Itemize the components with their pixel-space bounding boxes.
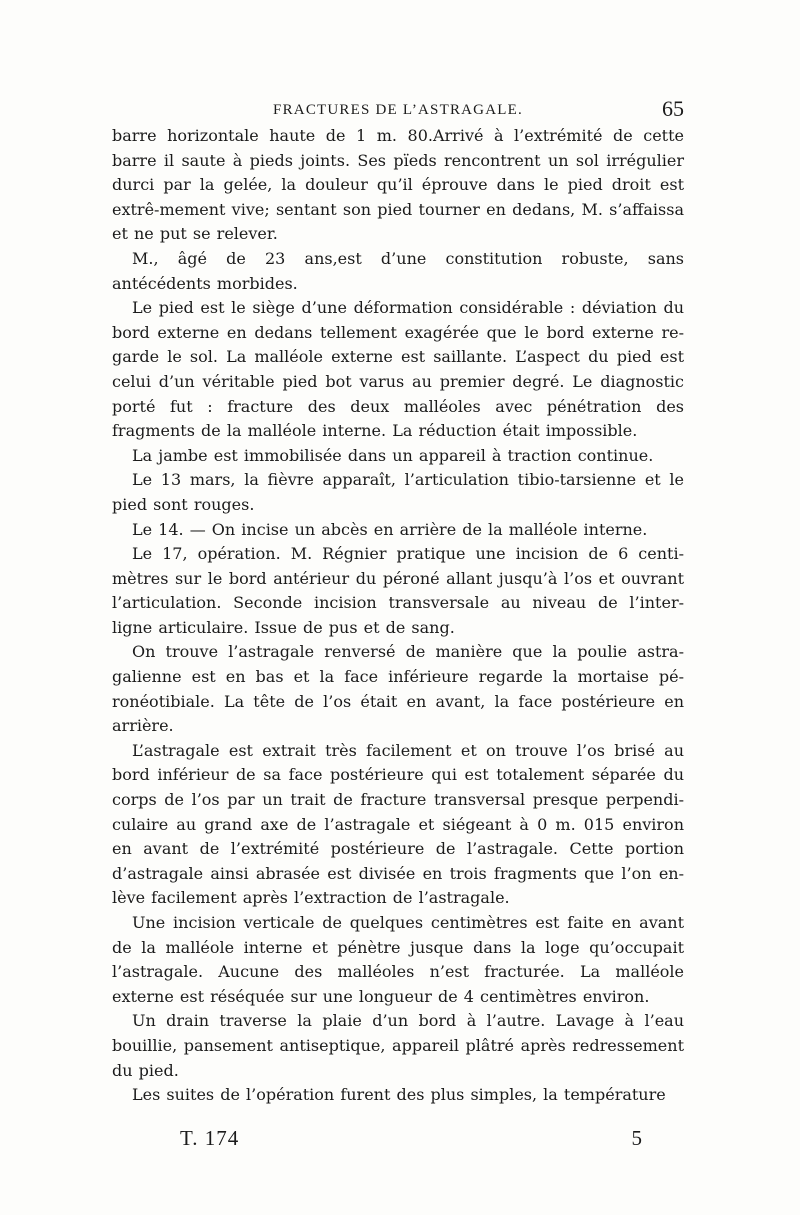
running-title: FRACTURES DE L’ASTRAGALE. [273, 102, 523, 118]
signature-mark: T. 174 [180, 1126, 240, 1150]
paragraph: Les suites de l’opération furent des plus simples, la température [132, 1085, 666, 1105]
paragraph: Un drain traverse la plaie d’un bord à l’autre. Lavage à l’eau bouillie, pansement antiseptique, appareil plâtré après redressement du pied. [112, 1011, 684, 1080]
sheet-number: 5 [631, 1126, 642, 1150]
paragraph: L’astragale est extrait très facilement et on trouve l’os brisé au bord inférieur de sa face postérieure qui est totalement séparée du corps de l’os par un trait de fracture transversal presque perpendi-culaire au grand axe de l’astragale et siégeant à 0 m. 015 environ en avant de l’extrémité postérieure de l’astragale. Cette portion d’astragale ainsi abrasée est divisée en trois fragments que l’on en-lève facilement après l’extraction de l’astragale. [112, 740, 684, 908]
paragraph: M., âgé de 23 ans,est d’une constitution robuste, sans antécédents morbides. [112, 248, 684, 293]
paragraph: Le 14. — On incise un abcès en arrière de la malléole interne. [132, 519, 648, 539]
paragraph: Le pied est le siège d’une déformation considérable : déviation du bord externe en dedans tellement exagérée que le bord externe re-garde le sol. La malléole externe est saillante. L’aspect du pied est celui d’un véritable pied bot varus au premier degré. Le diagnostic porté fut : fracture des deux malléoles avec pénétration des fragments de la malléole interne. La réduction était impossible. [112, 298, 684, 441]
page-footer [112, 1126, 684, 1156]
page-number: 65 [662, 96, 684, 121]
paragraph: barre horizontale haute de 1 m. 80.Arrivé à l’extrémité de cette barre il saute à pieds joints. Ses pïeds rencontrent un sol irrégulier durci par la gelée, la douleur qu’il éprouve dans le pied droit est extrê-mement vive; sentant son pied tourner en dedans, M. s’affaissa et ne put se relever. [112, 126, 684, 244]
body-text [112, 124, 684, 1108]
paragraph: Le 13 mars, la fièvre apparaît, l’articulation tibio-tarsienne et le pied sont rouges. [112, 470, 684, 514]
paragraph: Une incision verticale de quelques centimètres est faite en avant de la malléole interne et pénètre jusque dans la loge qu’occupait l’astragale. Aucune des malléoles n’est fracturée. La malléole externe est réséquée sur une longueur de 4 centimètres environ. [112, 913, 684, 1006]
running-header [112, 96, 684, 126]
paragraph: Le 17, opération. M. Régnier pratique une incision de 6 centi-mètres sur le bord antérieur du péroné allant jusqu’à l’os et ouvrant l’articulation. Seconde incision transversale au niveau de l’inter-ligne articulaire. Issue de pus et de sang. [112, 544, 684, 637]
paragraph: La jambe est immobilisée dans un appareil à traction continue. [132, 445, 654, 465]
paragraph: On trouve l’astragale renversé de manière que la poulie astra-galienne est en bas et la face inférieure regarde la mortaise pé-ronéotibiale. La tête de l’os était en avant, la face postérieure en arrière. [112, 642, 684, 736]
